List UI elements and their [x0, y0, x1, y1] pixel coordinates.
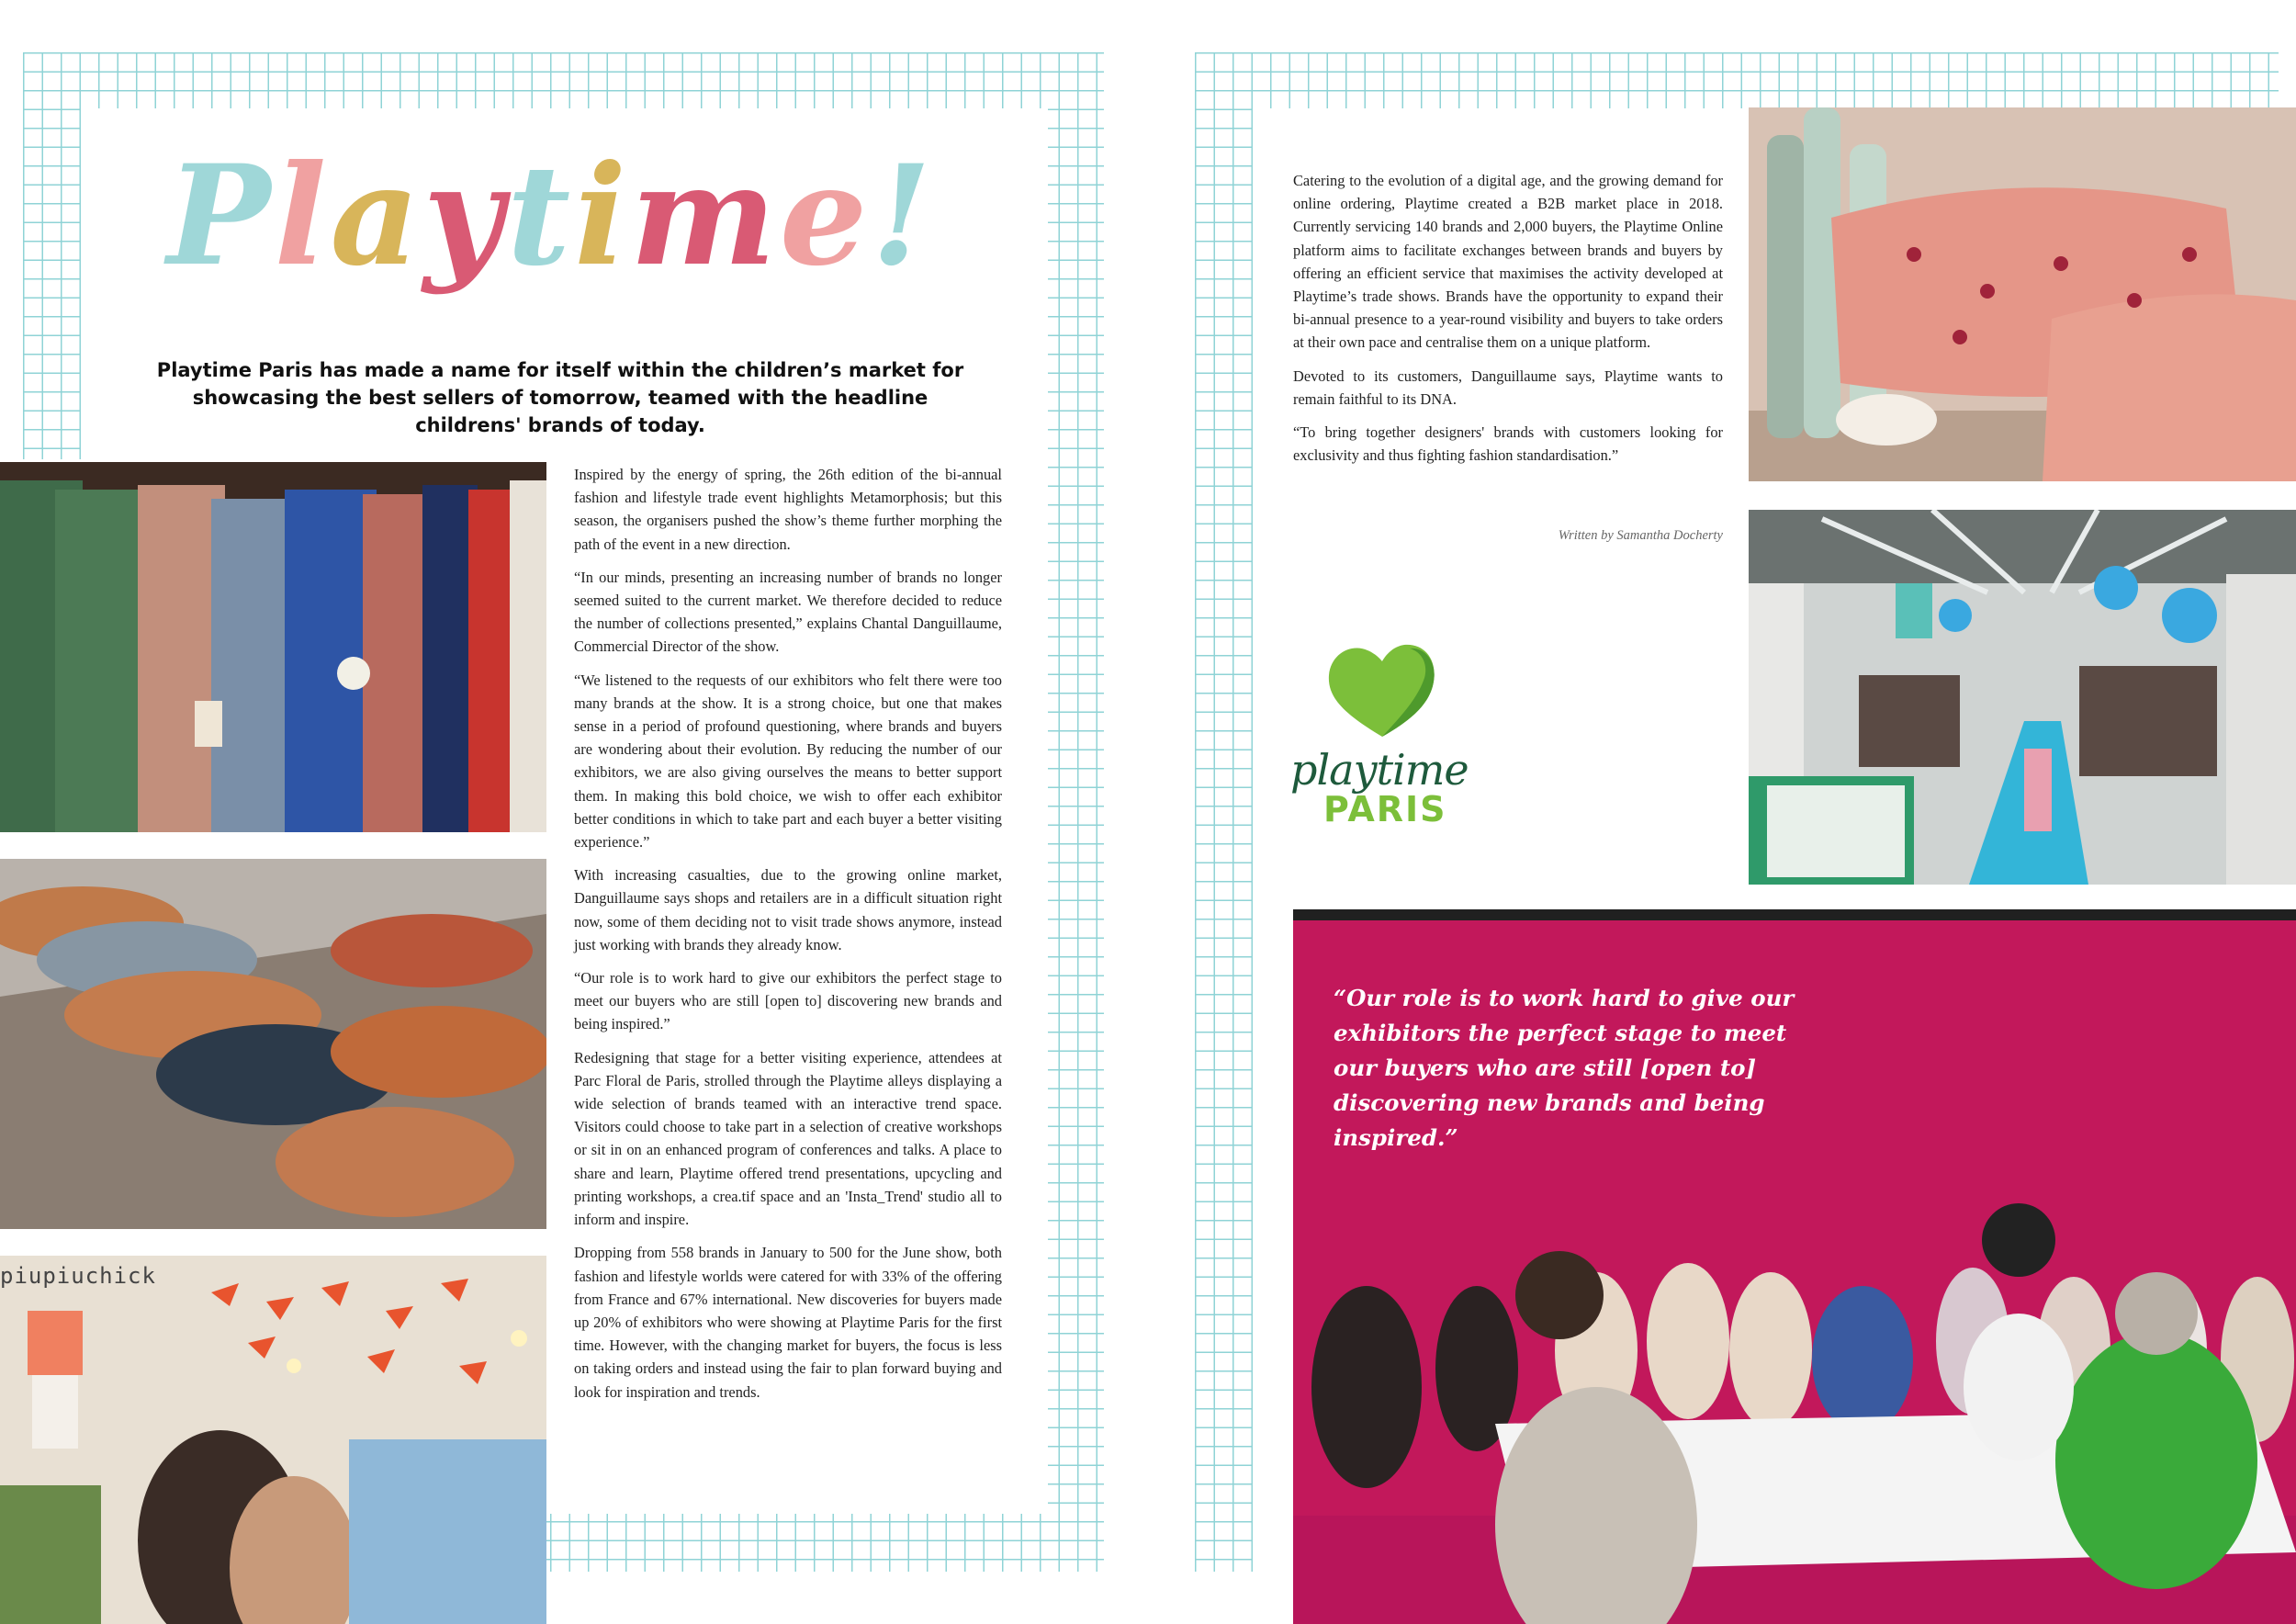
page-title: [0, 135, 1102, 297]
body-paragraph: “We listened to the requests of our exhibitors who felt there were too many brands at the show. It is a strong choice, but one that makes sense in a period of profound questioning, where brands and buyers are wondering about their evolution. By reducing the number of our exhibitors, we are also giving ourselves the means to better support them. In making this bold choice, we wish to offer each exhibitor better conditions in which to take part and each buyer a better visiting experience.”: [574, 671, 1002, 851]
body-paragraph: Redesigning that stage for a better visiting experience, attendees at Parc Floral de Paris, strolled through the Playtime alleys displaying a wide selection of brands teamed with an interactive trend space. Visitors could choose to take part in a selection of creative workshops or sit in on an enhanced program of conferences and talks. A place to share and learn, Playtime offered trend presentations, upcycling and printing workshops, a crea.tif space and an 'Insta_Trend' studio all to inform and inspire.: [574, 1048, 1002, 1229]
body-paragraph: “In our minds, presenting an increasing number of brands no longer seemed suited to the current market. We therefore decided to reduce the number of collections presented,” explains Chantal Danguillaume, Commercial Director of the show.: [574, 568, 1002, 656]
title-letter: m: [630, 135, 780, 297]
title-letter: !: [871, 135, 936, 297]
body-paragraph: “Our role is to work hard to give our exhibitors the perfect stage to meet our buyers who are still [open to] discovering new brands and being inspired.”: [574, 969, 1002, 1033]
pull-quote: “Our role is to work hard to give our exhibitors the perfect stage to meet our buyers who are still [open to] discovering new brands and being inspired.”: [1334, 985, 1795, 1151]
photo-pink-pouches: [1749, 107, 2296, 481]
title-letter: P: [166, 135, 275, 297]
byline: Written by Samantha Docherty: [1558, 528, 1723, 543]
right-body-column: [1293, 169, 1723, 477]
title-letter: y: [422, 135, 507, 297]
photo-sandals: [0, 859, 546, 1229]
body-paragraph: Dropping from 558 brands in January to 500 for the June show, both fashion and lifestyle worlds were catered for with 33% of the offering from France and 67% international. New discoveries for buyers made up 20% of exhibitors who were showing at Playtime Paris for the first time. However, with the changing market for buyers, the focus is less on taking orders and instead using the fair to plan forward buying and look for inspiration and trends.: [574, 1244, 1002, 1401]
body-paragraph: “To bring together designers' brands with customers looking for exclusivity and thus fighting fashion standardisation.”: [1293, 423, 1723, 465]
body-paragraph: Inspired by the energy of spring, the 26th edition of the bi-annual fashion and lifestyle trade event highlights Metamorphosis; but this season, the organisers pushed the show’s theme further morphing the path of the event in a new direction.: [574, 466, 1002, 553]
logo-script-word: playtime: [1290, 745, 1469, 795]
logo-city-word: PARIS: [1323, 789, 1447, 829]
title-letter: a: [330, 135, 423, 297]
title-letter: t: [506, 135, 575, 297]
logo-wordmark: [1290, 745, 1492, 829]
photo-clothes-rack: [0, 462, 546, 832]
photo-piupiuchick-stand: [0, 1256, 546, 1624]
body-paragraph: Catering to the evolution of a digital age, and the growing demand for online ordering, Playtime created a B2B market place in 2018. Currently servicing 140 brands and 2,000 buyers, the Playtime Online platform aims to facilitate exchanges between brands and buyers by offering an efficient service that maximises the activity developed at Playtime’s trade shows. Brands have the opportunity to expand their bi-annual presence to a year-round visibility and buyers to take orders at their own pace and centralise them on a unique platform.: [1293, 172, 1723, 352]
title-letter: e: [779, 135, 872, 297]
title-letter: l: [274, 135, 331, 297]
left-body-column: [574, 463, 1002, 1414]
title-letter: i: [574, 135, 631, 297]
shop-sign: piupiuchick: [0, 1263, 156, 1289]
standfirst: Playtime Paris has made a name for itself within the children’s market for showcasing the best sellers of tomorrow, teamed with the headline childrens' brands of today.: [156, 359, 964, 436]
heart-icon: [1329, 645, 1435, 737]
body-paragraph: With increasing casualties, due to the growing online market, Danguillaume says shops and retailers are in a difficult situation right now, some of them deciding not to visit trade shows anymore, instead just working with brands they already know.: [574, 866, 1002, 953]
photo-exhibition-hall: [1749, 510, 2296, 885]
body-paragraph: Devoted to its customers, Danguillaume says, Playtime wants to remain faithful to its DNA.: [1293, 367, 1723, 408]
